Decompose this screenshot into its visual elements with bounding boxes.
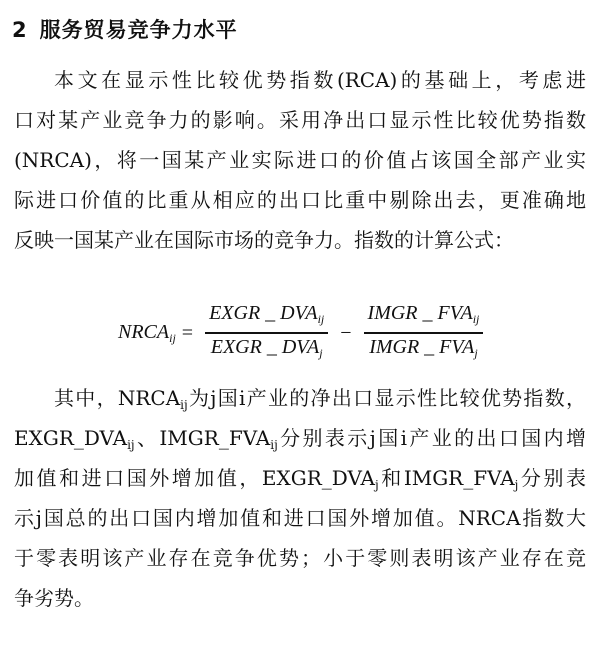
- paragraph-line: 其中，$NRCA_{ij}$为j国i产业的净出口显示性比较优势指数，: [54, 386, 586, 412]
- paragraph-line: 争劣势。: [14, 586, 94, 610]
- paragraph-line: 际进口价值的比重从相应的出口比重中剔除出去，更准确地: [14, 188, 586, 212]
- section-number: 2: [12, 18, 28, 42]
- section-heading: [12, 14, 238, 44]
- paragraph-line: 反映一国某产业在国际市场的竞争力。指数的计算公式：: [14, 228, 514, 252]
- nrca-formula: [0, 300, 600, 366]
- formula-fraction-import: [364, 300, 484, 365]
- fraction-denominator: EXGR _ $DVA_j$: [210, 335, 323, 360]
- section-title: 服务贸易竞争力水平: [39, 18, 238, 42]
- fraction-numerator: EXGR _ $DVA_{ij}$: [209, 302, 325, 327]
- paragraph-line: 口对某产业竞争力的影响。采用净出口显示性比较优势指数: [14, 108, 586, 132]
- paragraph-line: 于零表明该产业存在竞争优势；小于零则表明该产业存在竞: [14, 546, 586, 570]
- formula-minus: −: [340, 321, 352, 344]
- paragraph-line: 本文在显示性比较优势指数(RCA)的基础上，考虑进: [54, 68, 586, 92]
- fraction-denominator: IMGR _ $FVA_j$: [369, 335, 478, 360]
- paragraph-line: 加值和进口国外增加值，$EXGR\_DVA_j$和$IMGR\_FVA_j$分别表: [14, 466, 587, 492]
- paragraph-explanation: [14, 378, 586, 618]
- paragraph-line: 示j国总的出口国内增加值和进口国外增加值。NRCA指数大: [14, 506, 586, 530]
- paragraph-intro: [14, 60, 586, 260]
- formula-lhs: $NRCA_{ij}$: [118, 320, 176, 345]
- formula-fraction-export: [205, 300, 328, 365]
- formula-equals: =: [181, 321, 194, 344]
- paragraph-line: $EXGR\_DVA_{ij}$、$IMGR\_FVA_{ij}$分别表示j国i产业的出口国内增: [14, 426, 586, 452]
- fraction-numerator: IMGR _ $FVA_{ij}$: [367, 302, 480, 327]
- paragraph-line: (NRCA)，将一国某产业实际进口的价值占该国全部产业实: [14, 148, 586, 172]
